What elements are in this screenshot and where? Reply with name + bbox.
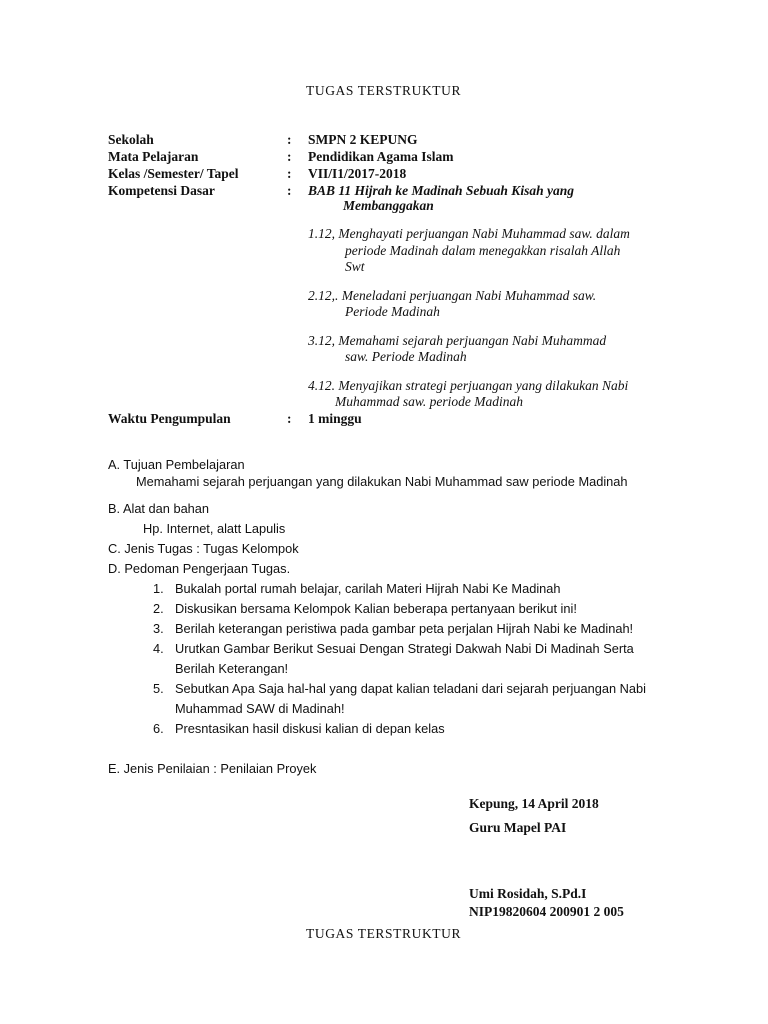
step-text: Urutkan Gambar Berikut Sesuai Dengan Strategi Dakwah Nabi Di Madinah Serta: [175, 641, 634, 656]
kd-item-line: Periode Madinah: [345, 304, 440, 319]
kd-item-line: 3.12, Memahami sejarah perjuangan Nabi Muhammad: [308, 333, 607, 348]
page-title: TUGAS TERSTRUKTUR: [306, 83, 462, 98]
label-sekolah: Sekolah: [108, 132, 154, 147]
step-text: Berilah keterangan peristiwa pada gambar peta perjalan Hijrah Nabi ke Madinah!: [175, 621, 634, 636]
label-mapel: Mata Pelajaran: [108, 149, 199, 164]
section-d-heading: D. Pedoman Pengerjaan Tugas.: [108, 561, 291, 576]
section-e-heading: E. Jenis Penilaian : Penilaian Proyek: [108, 761, 317, 776]
step-text: Bukalah portal rumah belajar, carilah Materi Hijrah Nabi Ke Madinah: [175, 581, 561, 596]
value-waktu: 1 minggu: [308, 411, 362, 426]
kd-item-line: saw. Periode Madinah: [345, 349, 467, 364]
step-number: 5.: [153, 681, 164, 696]
signature-place-date: Kepung, 14 April 2018: [469, 796, 599, 811]
kd-item-line: 1.12, Menghayati perjuangan Nabi Muhammad saw. dalam: [308, 226, 630, 241]
step-text: Muhammad SAW di Madinah!: [175, 701, 345, 716]
signature-name: Umi Rosidah, S.Pd.I: [469, 886, 587, 901]
value-sekolah: SMPN 2 KEPUNG: [308, 132, 418, 147]
colon: :: [287, 132, 292, 147]
label-kelas: Kelas /Semester/ Tapel: [108, 166, 239, 181]
kd-item-line: Swt: [345, 259, 365, 274]
value-kelas: VII/I1/2017-2018: [308, 166, 407, 181]
step-number: 1.: [153, 581, 164, 596]
step-text: Diskusikan bersama Kelompok Kalian beberapa pertanyaan berikut ini!: [175, 601, 577, 616]
step-text: Berilah Keterangan!: [175, 661, 289, 676]
step-text: Presntasikan hasil diskusi kalian di depan kelas: [175, 721, 445, 736]
kd-item-line: periode Madinah dalam menegakkan risalah Allah: [345, 243, 621, 258]
signature-nip: NIP19820604 200901 2 005: [469, 904, 624, 919]
step-text: Sebutkan Apa Saja hal-hal yang dapat kalian teladani dari sejarah perjuangan Nabi: [175, 681, 646, 696]
step-number: 2.: [153, 601, 164, 616]
step-number: 3.: [153, 621, 164, 636]
signature-role: Guru Mapel PAI: [469, 820, 567, 835]
section-a-heading: A. Tujuan Pembelajaran: [108, 457, 245, 472]
value-kompetensi-line1: BAB 11 Hijrah ke Madinah Sebuah Kisah yang: [308, 183, 574, 198]
colon: :: [287, 411, 292, 426]
kd-item-line: 4.12. Menyajikan strategi perjuangan yang dilakukan Nabi: [308, 378, 629, 393]
step-number: 6.: [153, 721, 164, 736]
value-mapel: Pendidikan Agama Islam: [308, 149, 454, 164]
kd-item-line: 2.12,. Meneladani perjuangan Nabi Muhammad saw.: [308, 288, 597, 303]
footer-title: TUGAS TERSTRUKTUR: [306, 926, 462, 941]
section-b-body: Hp. Internet, alatt Lapulis: [143, 521, 286, 536]
label-kompetensi: Kompetensi Dasar: [108, 183, 215, 198]
value-kompetensi-line2: Membanggakan: [343, 198, 434, 213]
colon: :: [287, 149, 292, 164]
colon: :: [287, 183, 292, 198]
section-a-body: Memahami sejarah perjuangan yang dilakukan Nabi Muhammad saw periode Madinah: [136, 474, 628, 489]
section-c-heading: C. Jenis Tugas : Tugas Kelompok: [108, 541, 299, 556]
kd-item-line: Muhammad saw. periode Madinah: [335, 394, 523, 409]
step-number: 4.: [153, 641, 164, 656]
colon: :: [287, 166, 292, 181]
section-b-heading: B. Alat dan bahan: [108, 501, 210, 516]
label-waktu: Waktu Pengumpulan: [108, 411, 231, 426]
